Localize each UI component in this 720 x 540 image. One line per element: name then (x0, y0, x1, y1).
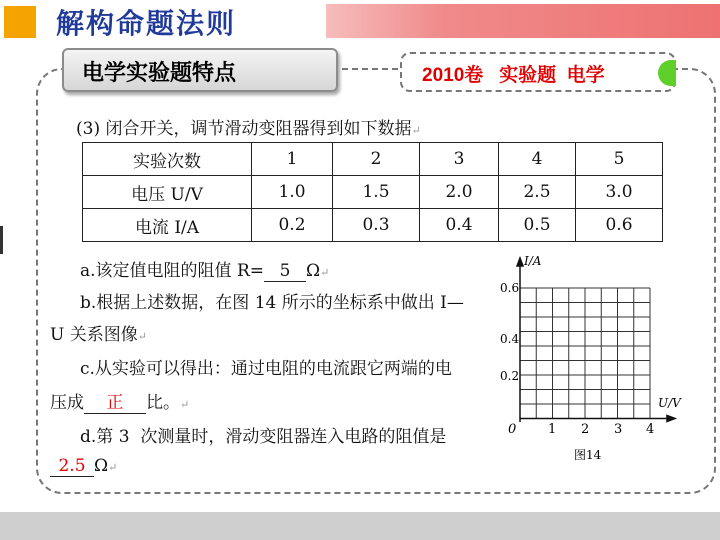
table-cell: 1 (252, 143, 333, 176)
footer-bar (0, 512, 720, 540)
exam-tag (400, 52, 676, 92)
answer-c: 正 (84, 388, 146, 414)
question-d-line2: 2.5 Ω↵ (50, 456, 117, 477)
table-cell: 0.3 (333, 209, 420, 242)
table-cell: 3 (420, 143, 499, 176)
table-row (83, 176, 663, 209)
header-band (326, 4, 720, 38)
question-b-line2: U 关系图像↵ (50, 325, 147, 345)
question-a: a.该定值电阻的阻值 R= 5 Ω↵ (80, 261, 330, 281)
table-cell: 0.2 (252, 209, 333, 242)
table-cell: 2.5 (499, 176, 576, 209)
question-c-line2: 压成 正 比。↵ (50, 388, 189, 414)
table-cell: 0.5 (499, 209, 576, 242)
exam-tag-label: 2010卷 实验题 电学 (422, 65, 605, 86)
question-intro: (3) 闭合开关，调节滑动变阻器得到如下数据↵ (76, 119, 421, 139)
table-cell: 电流 I/A (83, 209, 252, 242)
table-cell: 3.0 (576, 176, 663, 209)
answer-a: 5 (264, 261, 306, 282)
section-tab (62, 48, 338, 92)
table-cell: 1.0 (252, 176, 333, 209)
x-tick-label: 4 (646, 422, 655, 437)
table-cell: 实验次数 (83, 143, 252, 176)
left-edge-mark (0, 226, 3, 254)
question-b-line1: b.根据上述数据，在图 14 所示的坐标系中做出 I— (80, 293, 464, 313)
y-tick-label: 0.4 (500, 332, 520, 346)
page-title: 解构命题法则 (56, 7, 237, 40)
figure-caption: 图14 (574, 448, 602, 462)
y-tick-label: 0.6 (500, 281, 520, 295)
table-cell: 2.0 (420, 176, 499, 209)
top-bar (0, 0, 720, 44)
table-cell: 2 (333, 143, 420, 176)
table-cell: 0.4 (420, 209, 499, 242)
x-tick-label: 3 (614, 422, 623, 437)
answer-d: 2.5 (50, 456, 94, 477)
green-bullet-icon (658, 60, 676, 86)
table-cell: 1.5 (333, 176, 420, 209)
title-marker (4, 6, 36, 38)
data-table (82, 142, 663, 242)
y-axis-label: I/A (524, 254, 542, 268)
x-axis-label: U/V (658, 396, 681, 410)
table-cell: 0.6 (576, 209, 663, 242)
table-cell: 4 (499, 143, 576, 176)
section-label: 电学实验题特点 (82, 61, 237, 86)
table-cell: 电压 U/V (83, 176, 252, 209)
coordinate-grid (500, 250, 690, 470)
y-tick-label: 0.2 (500, 369, 520, 383)
coordinate-figure (500, 250, 690, 470)
question-c-line1: c.从实验可以得出：通过电阻的电流跟它两端的电 (80, 359, 452, 379)
table-cell: 5 (576, 143, 663, 176)
x-tick-label: 0 (508, 422, 517, 437)
table-row (83, 143, 663, 176)
table-row (83, 209, 663, 242)
x-tick-label: 1 (548, 422, 557, 437)
question-d-line1: d.第 3 次测量时，滑动变阻器连入电路的阻值是 (80, 427, 447, 447)
x-tick-label: 2 (581, 422, 590, 437)
